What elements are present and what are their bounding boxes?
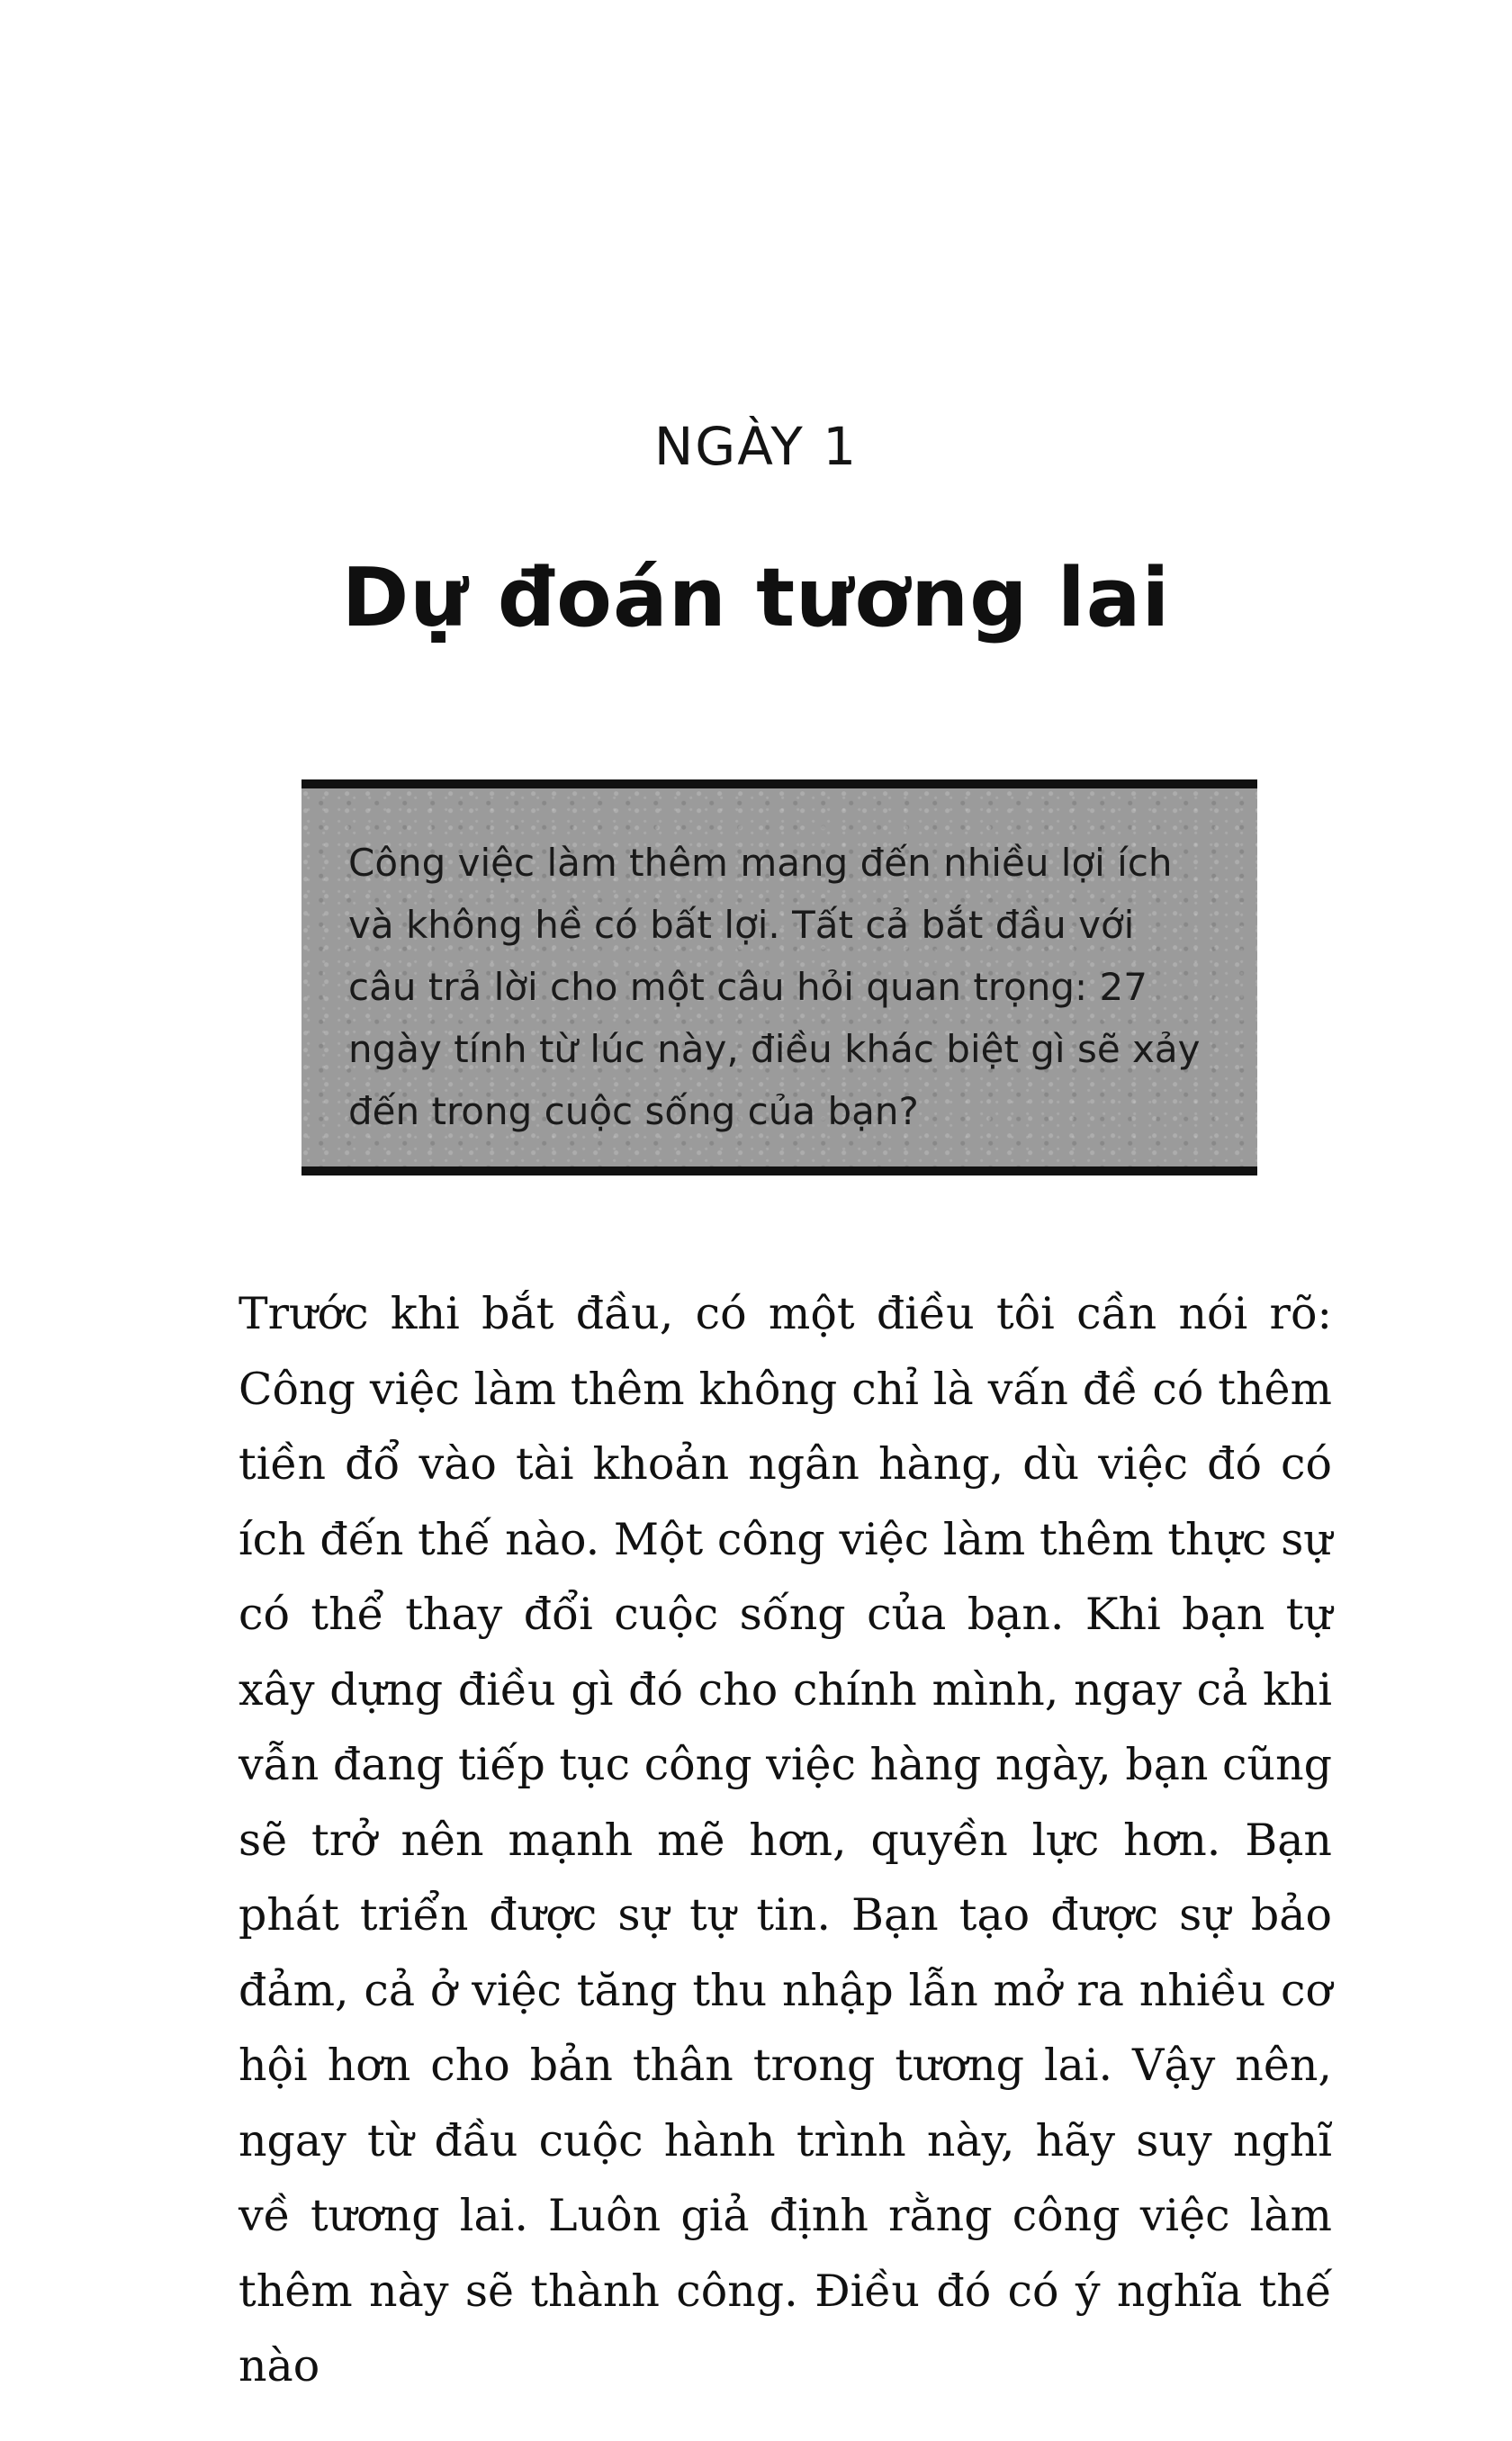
body-paragraph: Trước khi bắt đầu, có một điều tôi cần nói rõ: Công việc làm thêm không chỉ là vấn đề có thêm tiền đổ vào tài khoản ngân hàng, dù việc đó có ích đến thế nào. Một công việc làm thêm thực sự có thể thay đổi cuộc sống của bạn. Khi bạn tự xây dựng điều gì đó cho chính mình, ngay cả khi vẫn đang tiếp tục công việc hàng ngày, bạn cũng sẽ trở nên mạnh mẽ hơn, quyền lực hơn. Bạn phát triển được sự tự tin. Bạn tạo được sự bảo đảm, cả ở việc tăng thu nhập lẫn mở ra nhiều cơ hội hơn cho bản thân trong tương lai. Vậy nên, ngay từ đầu cuộc hành trình này, hãy suy nghĩ về tương lai. Luôn giả định rằng công việc làm thêm này sẽ thành công. Điều đó có ý nghĩa thế nào [238,1288,1332,2391]
summary-callout-box [302,779,1257,1175]
chapter-label: NGÀY 1 [653,416,859,477]
chapter-title: Dự đoán tương lai [341,551,1171,645]
callout-text: Công việc làm thêm mang đến nhiều lợi ích và không hề có bất lợi. Tất cả bắt đầu với câu trả lời cho một câu hỏi quan trọng: 27 ngày tính từ lúc này, điều khác biệt gì sẽ xảy đến trong cuộc sống của bạn? [348,841,1201,1133]
